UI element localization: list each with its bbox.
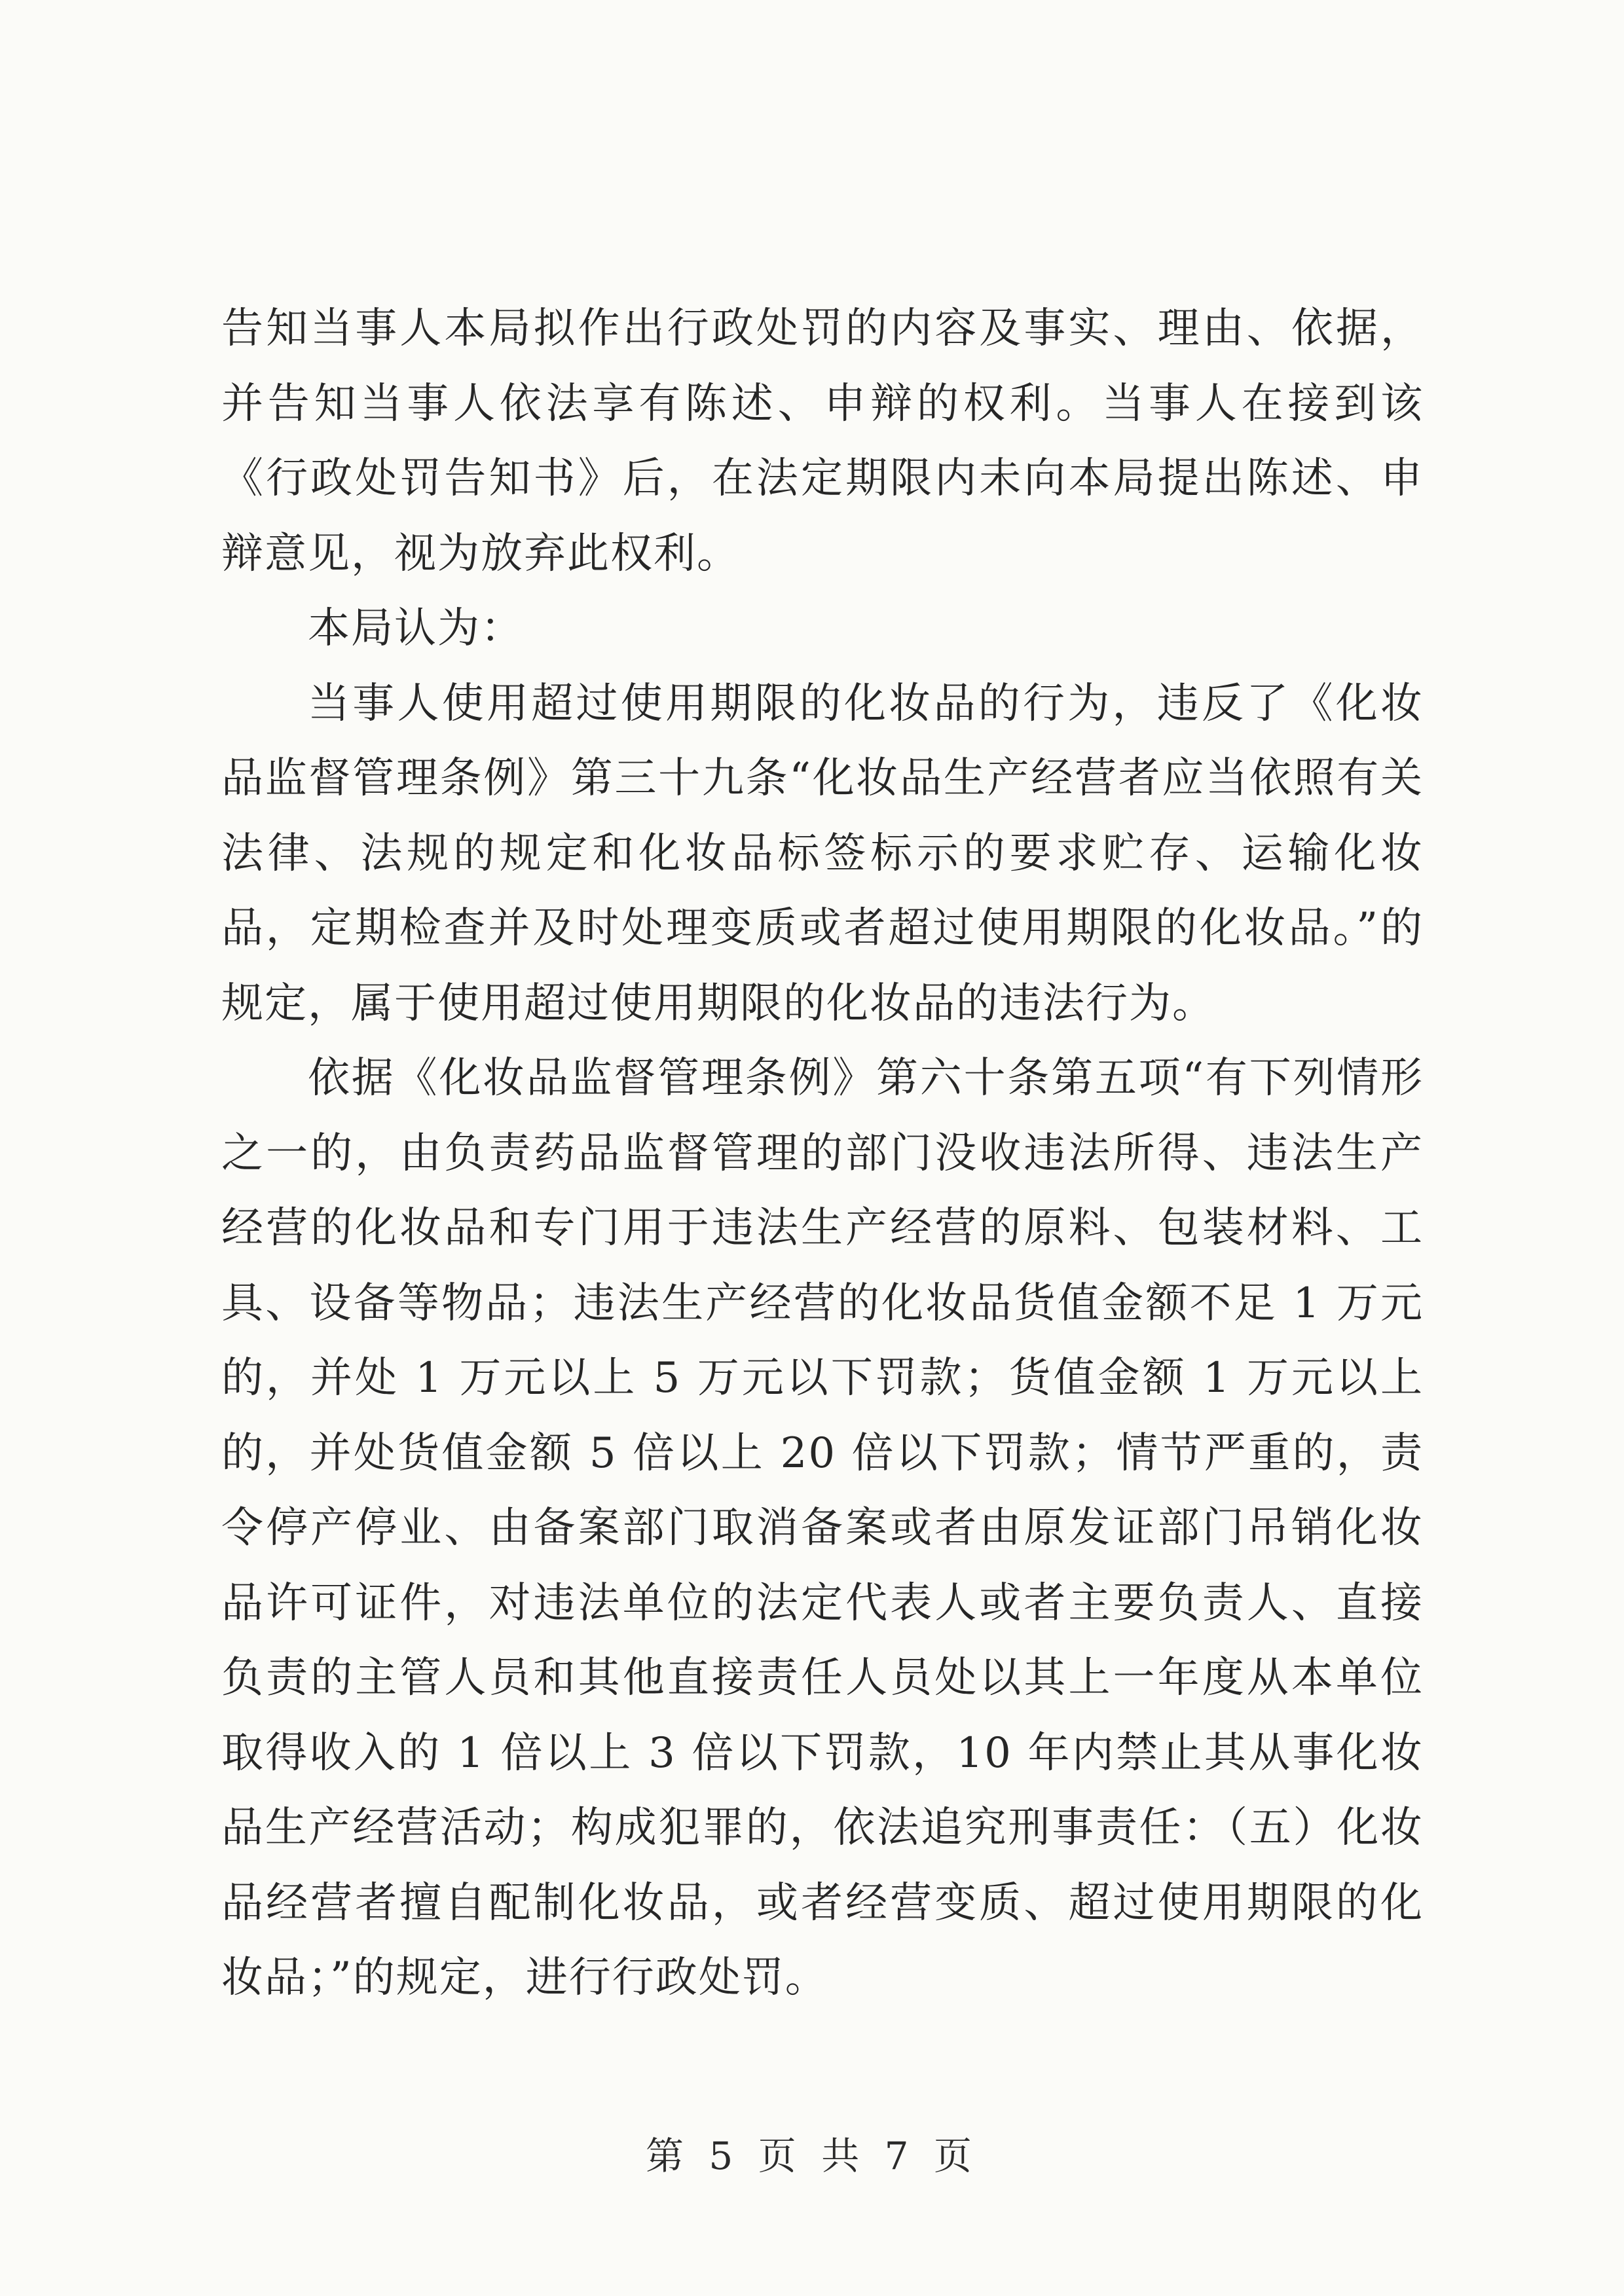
page-number-footer: 第 5 页 共 7 页 xyxy=(646,2134,978,2178)
paragraph-penalty-basis: 依据《化妆品监督管理条例》第六十条第五项“有下列情形之一的，由负责药品监督管理的部门没收违法所得、违法生产经营的化妆品和专门用于违法生产经营的原料、包装材料、工具、设备等物品；违法生产经营的化妆品货值金额不足 1 万元的，并处 1 万元以上 5 万元以下罚款；货值金额 1 万元以上的，并处货值金额 5 倍以上 20 倍以下罚款；情节严重的，责令停产停业、由备案部门取消备案或者由原发证部门吊销化妆品许可证件，对违法单位的法定代表人或者主要负责人、直接负责的主管人员和其他直接责任人员处以其上一年度从本单位取得收入的 1 倍以上 3 倍以下罚款，10 年内禁止其从事化妆品生产经营活动；构成犯罪的，依法追究刑事责任：（五）化妆品经营者擅自配制化妆品，或者经营变质、超过使用期限的化妆品；”的规定，进行行政处罚。 xyxy=(221,1054,1424,2002)
paragraph-bureau-opinion-heading: 本局认为： xyxy=(308,604,524,653)
paragraph-notice: 告知当事人本局拟作出行政处罚的内容及事实、理由、依据，并告知当事人依法享有陈述、申辩的权利。当事人在接到该《行政处罚告知书》后，在法定期限内未向本局提出陈述、申辩意见，视为放弃此权利。 xyxy=(221,304,1424,578)
document-body xyxy=(221,291,1424,2016)
paragraph-violation-finding: 当事人使用超过使用期限的化妆品的行为，违反了《化妆品监督管理条例》第三十九条“化妆品生产经营者应当依照有关法律、法规的规定和化妆品标签标示的要求贮存、运输化妆品，定期检查并及时处理变质或者超过使用期限的化妆品。”的规定，属于使用超过使用期限的化妆品的违法行为。 xyxy=(221,679,1424,1028)
